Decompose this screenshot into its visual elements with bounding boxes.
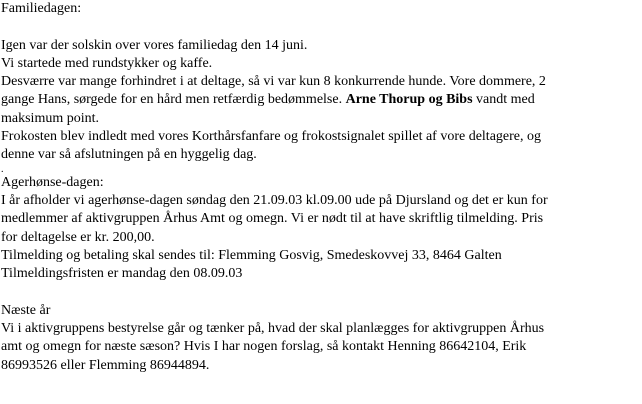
paragraph-line: Vi i aktivgruppens bestyrelse går og tænker på, hvad der skal planlægges for aktivgruppen Århus (1, 321, 545, 337)
blank-line (1, 18, 639, 36)
paragraph-line-with-bold (1, 91, 639, 109)
blank-line (1, 283, 639, 301)
paragraph-line: denne var så afslutningen på en hyggelig dag. (1, 147, 257, 163)
paragraph-line: Igen var der solskin over vores familiedag den 14 juni. (1, 37, 308, 53)
paragraph-line: I år afholder vi agerhønse-dagen søndag den 21.09.03 kl.09.00 ude på Djursland og det er kun for (1, 192, 548, 208)
paragraph-line: medlemmer af aktivgruppen Århus Amt og omegn. Vi er nødt til at have skriftlig tilmelding. Pris (1, 211, 544, 227)
document-body (1, 0, 639, 375)
section-heading-familiedagen: Familiedagen: (1, 1, 82, 16)
winner-name: Arne Thorup og Bibs (345, 92, 473, 108)
section-heading-agerhonse: Agerhønse-dagen: (1, 174, 104, 190)
paragraph-text: gange Hans, sørgede for en hård men retfærdig bedømmelse. (1, 92, 343, 108)
paragraph-line: for deltagelse er kr. 200,00. (1, 229, 155, 245)
paragraph-line: Vi startede med rundstykker og kaffe. (1, 55, 213, 71)
paragraph-line: Tilmeldingsfristen er mandag den 08.09.03 (1, 266, 243, 282)
section-heading-naeste-aar: Næste år (1, 302, 51, 318)
paragraph-line: Desværre var mange forhindret i at deltage, så vi var kun 8 konkurrende hunde. Vore dommere, 2 (1, 74, 546, 90)
paragraph-line: maksimum point. (1, 110, 99, 126)
paragraph-line: Tilmelding og betaling skal sendes til: Flemming Gosvig, Smedeskovvej 33, 8464 Galten (1, 247, 502, 263)
separator-dot: . (1, 163, 4, 175)
paragraph-line: Frokosten blev indledt med vores Korthårsfanfare og frokostsignalet spillet af vore deltagere, og (1, 129, 542, 145)
paragraph-line: amt og omegn for næste sæson? Hvis I har nogen forslag, så kontakt Henning 86642104, Erik (1, 339, 527, 355)
paragraph-text: vandt med (476, 92, 535, 108)
paragraph-line: 86993526 eller Flemming 86944894. (1, 357, 210, 373)
